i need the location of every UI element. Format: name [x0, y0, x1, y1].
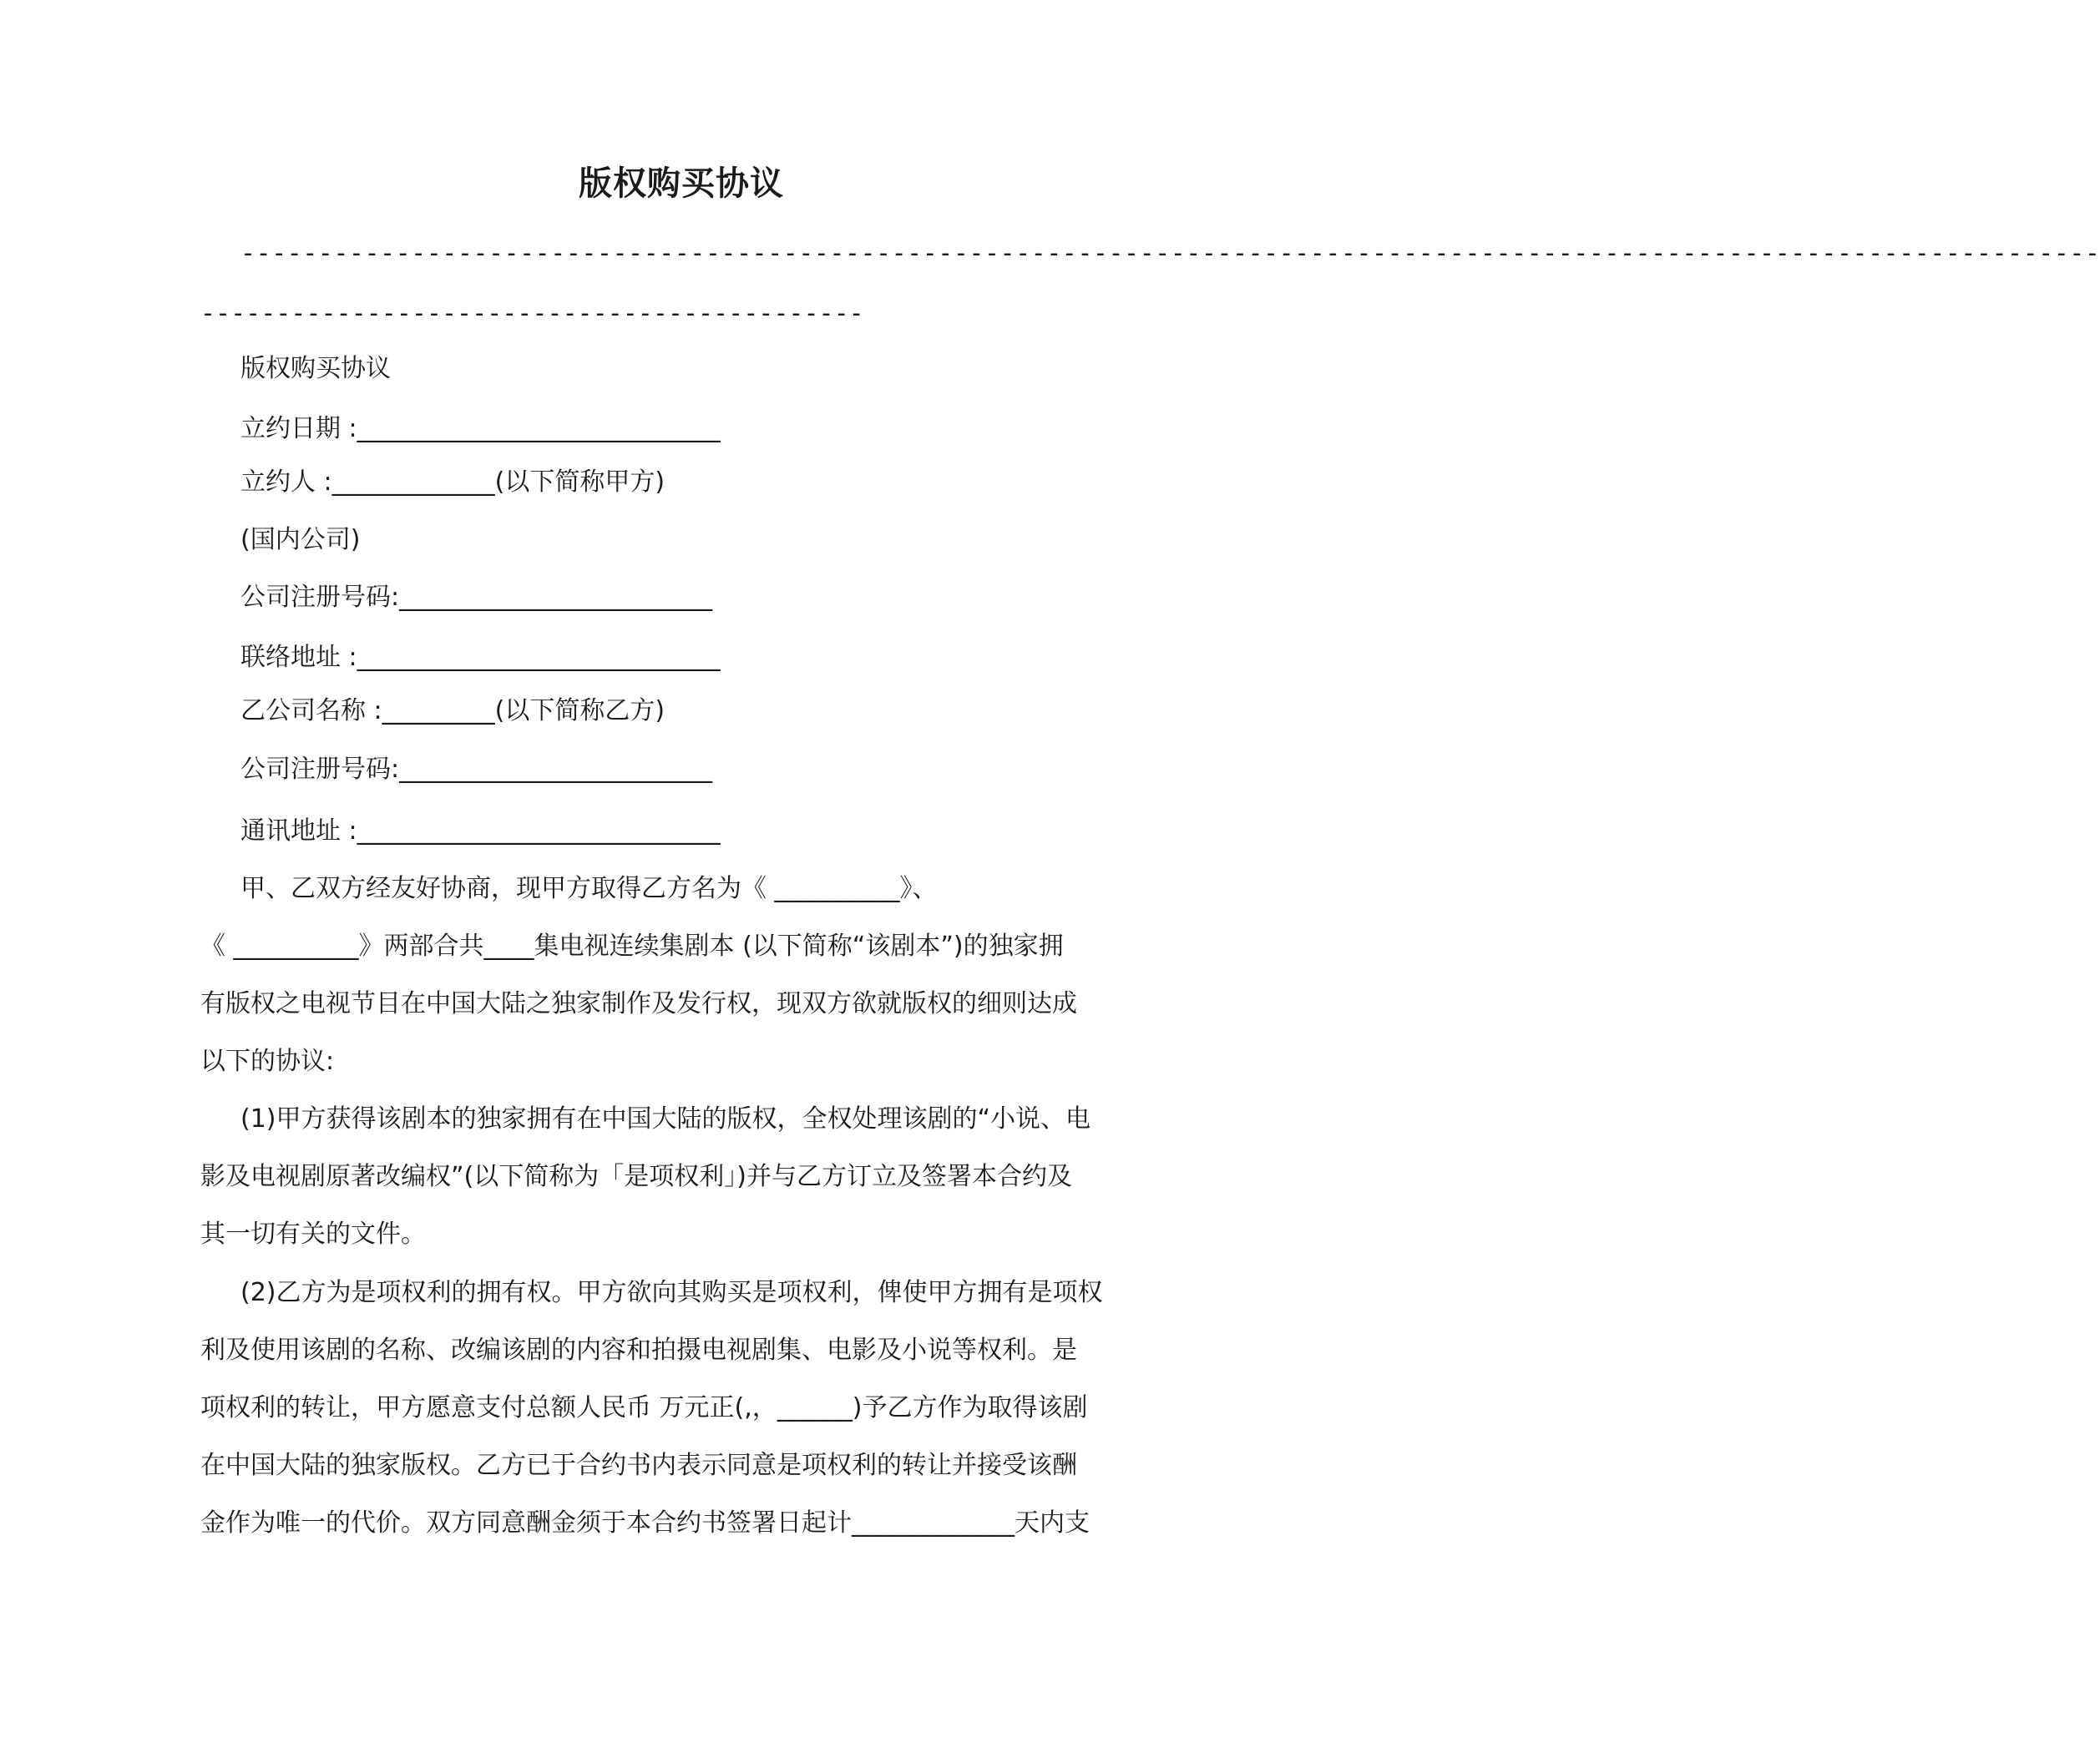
document-subtitle: 版权购买协议 [240, 354, 391, 383]
paragraph-line: 甲、乙双方经友好协商，现甲方取得乙方名为《 __________》、 [240, 874, 938, 903]
field-contact-address: 联络地址 :_____________________________ [240, 643, 721, 672]
paragraph-clause-1 [200, 1090, 1169, 1263]
field-party-a-registration: 公司注册号码:_________________________ [240, 583, 713, 612]
field-party-b-registration: 公司注册号码:_________________________ [240, 755, 713, 784]
paragraph-line: 金作为唯一的代价。双方同意酬金须于本合约书签署日起计_____________天内支 [200, 1508, 1090, 1538]
paragraph-line: 项权利的转让，甲方愿意支付总额人民币 万元正(,，______)予乙方作为取得该剧 [200, 1393, 1088, 1422]
separator-line: ------------------------------------------------------------------------------------------------------------------------ [240, 239, 2100, 268]
paragraph-line: 以下的协议: [200, 1047, 335, 1076]
field-party-a: 立约人 :_____________(以下简称甲方) [240, 467, 665, 497]
paragraph-line: (1)甲方获得该剧本的独家拥有在中国大陆的版权，全权处理该剧的“小说、电 [240, 1104, 1091, 1134]
paragraph-line: 影及电视剧原著改编权”(以下简称为「是项权利」)并与乙方订立及签署本合约及 [200, 1162, 1072, 1191]
paragraph-intro [200, 860, 1169, 1090]
paragraph-line: 其一切有关的文件。 [200, 1220, 426, 1249]
paragraph-line: (2)乙方为是项权利的拥有权。甲方欲向其购买是项权利，俾使甲方拥有是项权 [240, 1278, 1103, 1307]
paragraph-line: 利及使用该剧的名称、改编该剧的内容和拍摄电视剧集、电影及小说等权利。是 [200, 1336, 1077, 1365]
paragraph-line: 有版权之电视节目在中国大陆之独家制作及发行权，现双方欲就版权的细则达成 [200, 989, 1077, 1018]
field-party-a-type: (国内公司) [240, 525, 361, 554]
field-party-b-name: 乙公司名称 :_________(以下简称乙方) [240, 696, 665, 725]
paragraph-line: 《 __________》两部合共____集电视连续集剧本 (以下简称“该剧本”)的独家拥 [200, 932, 1064, 961]
field-mail-address: 通讯地址 :_____________________________ [240, 816, 721, 846]
paragraph-line: 在中国大陆的独家版权。乙方已于合约书内表示同意是项权利的转让并接受该酬 [200, 1451, 1077, 1480]
paragraph-clause-2 [200, 1264, 1169, 1552]
field-contract-date: 立约日期 :_____________________________ [240, 414, 721, 443]
document-title: 版权购买协议 [579, 164, 784, 203]
separator-line-continued: -------------------------------------------- [200, 299, 864, 328]
